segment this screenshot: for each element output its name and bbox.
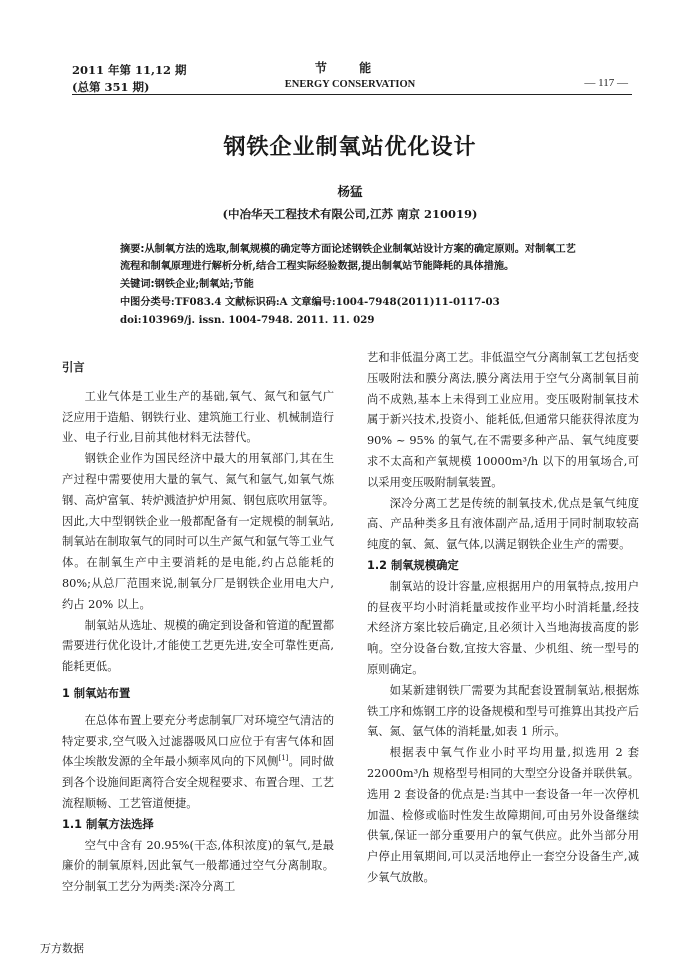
keywords-text: 钢铁企业;制氧站;节能 <box>154 278 254 290</box>
header-rule <box>72 94 632 95</box>
paragraph: 工业气体是工业生产的基础,氧气、氮气和氩气广泛应用于造船、钢铁行业、建筑施工行业、机械制造行业、电子行业,目前其他材料无法替代。 <box>62 389 334 445</box>
journal-name-cn: 节 能 <box>314 61 386 75</box>
abstract-label: 摘要: <box>120 244 145 255</box>
citation-ref: [1] <box>278 754 289 763</box>
issue-line-2: (总第 351 期) <box>72 80 150 94</box>
classification-line: 中图分类号:TF083.4 文献标识码:A 文章编号:1004-7948(2011)11-0117-03 <box>120 296 500 308</box>
footer-watermark: 万方数据 <box>40 942 84 955</box>
section-heading-1-2: 1.2 制氧规模确定 <box>367 558 459 572</box>
paragraph: 如某新建钢铁厂需要为其配套设置制氧站,根据炼铁工序和炼钢工序的设备规模和型号可推算出其投产后氧、氮、氩气体的消耗量,如表 1 所示。 <box>367 683 639 739</box>
issue-line-1: 2011 年第 11,12 期 <box>72 63 187 77</box>
paragraph <box>62 711 334 815</box>
paragraph: 深冷分离工艺是传统的制氧技术,优点是氧气纯度高、产品种类多且有液体副产品,适用于同时制取较高纯度的氧、氮、氩气体,以满足钢铁企业生产的需要。 <box>367 496 639 552</box>
page-number: — 117 — <box>584 77 628 89</box>
section-heading-1: 1 制氧站布置 <box>62 686 131 700</box>
left-column <box>62 354 334 898</box>
section-heading-1-1: 1.1 制氧方法选择 <box>62 817 154 831</box>
paragraph-text: 。同时做到各个设施间距离符合安全规程要求、布置合理、工艺流程顺畅、工艺管道便捷。 <box>62 755 334 810</box>
paragraph: 根据表中氧气作业小时平均用量,拟选用 2 套 22000m³/h 规格型号相同的大型空分设备并联供氧。选用 2 套设备的优点是:当其中一套设备一年一次停机加温、检修或临时性发生故障期间,可由另外设备继续供氧,保证一部分重要用户的氧气供应。此外当部分用户停止用氧期间,可以灵活地停止一套空分设备生产,减少氧气放散。 <box>367 746 639 884</box>
paragraph: 制氧站的设计容量,应根据用户的用氧特点,按用户的昼夜平均小时消耗量或按作业平均小时消耗量,经技术经济方案比较后确定,且必须计入当地海拔高度的影响。空分设备台数,宜按大容量、少机组、统一型号的原则确定。 <box>367 579 639 676</box>
paragraph: 空气中含有 20.95%(干态,体积浓度)的氧气,是最廉价的制氧原料,因此氧气一般都通过空气分离制取。空分制氧工艺分为两类:深冷分离工 <box>62 838 334 894</box>
article-title: 钢铁企业制氧站优化设计 <box>223 135 477 160</box>
paragraph-text: 在总体布置上要充分考虑制氧厂对环境空气清洁的特定要求,空气吸入过滤器吸风口应位于有害气体和固体尘埃散发源的全年最小频率风向的下风侧 <box>62 713 334 769</box>
right-column <box>367 348 639 889</box>
section-heading-intro: 引言 <box>62 361 85 374</box>
author-affiliation: (中冶华天工程技术有限公司,江苏 南京 210019) <box>222 207 478 221</box>
keywords-label: 关键词: <box>120 279 155 290</box>
doi-line: doi:103969/j. issn. 1004-7948. 2011. 11. 029 <box>120 314 375 326</box>
paragraph: 制氧站从选址、规模的确定到设备和管道的配置都需要进行优化设计,才能使工艺更先进,安全可靠性更高,能耗更低。 <box>62 618 334 674</box>
journal-name-en: ENERGY CONSERVATION <box>284 79 416 90</box>
abstract <box>120 241 585 275</box>
paragraph: 钢铁企业作为国民经济中最大的用氧部门,其在生产过程中需要使用大量的氧气、氮气和氩气,如氧气炼钢、高炉富氧、转炉溅渣护炉用氮、钢包底吹用氩等。因此,大中型钢铁企业一般都配备有一定规模的制氧站,制氧站在制取氧气的同时可以生产氮气和氩气等工业气体。在制氧生产中主要消耗的是电能,约占总能耗的 80%;从总厂范围来说,制氧分厂是钢铁企业用电大户,约占 20% 以上。 <box>62 452 334 611</box>
abstract-text: 从制氧方法的选取,制氧规模的确定等方面论述钢铁企业制氧站设计方案的确定原则。对制氧工艺流程和制氧原理进行解析分析,结合工程实际经验数据,提出制氧站节能降耗的具体措施。 <box>120 243 576 272</box>
paragraph: 艺和非低温分离工艺。非低温空气分离制氧工艺包括变压吸附法和膜分离法,膜分离法用于空气分离制氧目前尚不成熟,基本上未得到工业应用。变压吸附制氧技术属于新兴技术,投资小、能耗低,但通常只能获得浓度为 90% ~ 95% 的氧气,在不需要多种产品、氧气纯度要求不太高和产氧规模 10000m³/h 以下的用氧场合,可以采用变压吸附制氧装置。 <box>367 351 639 489</box>
keywords <box>120 276 585 293</box>
author-name: 杨猛 <box>337 184 363 199</box>
